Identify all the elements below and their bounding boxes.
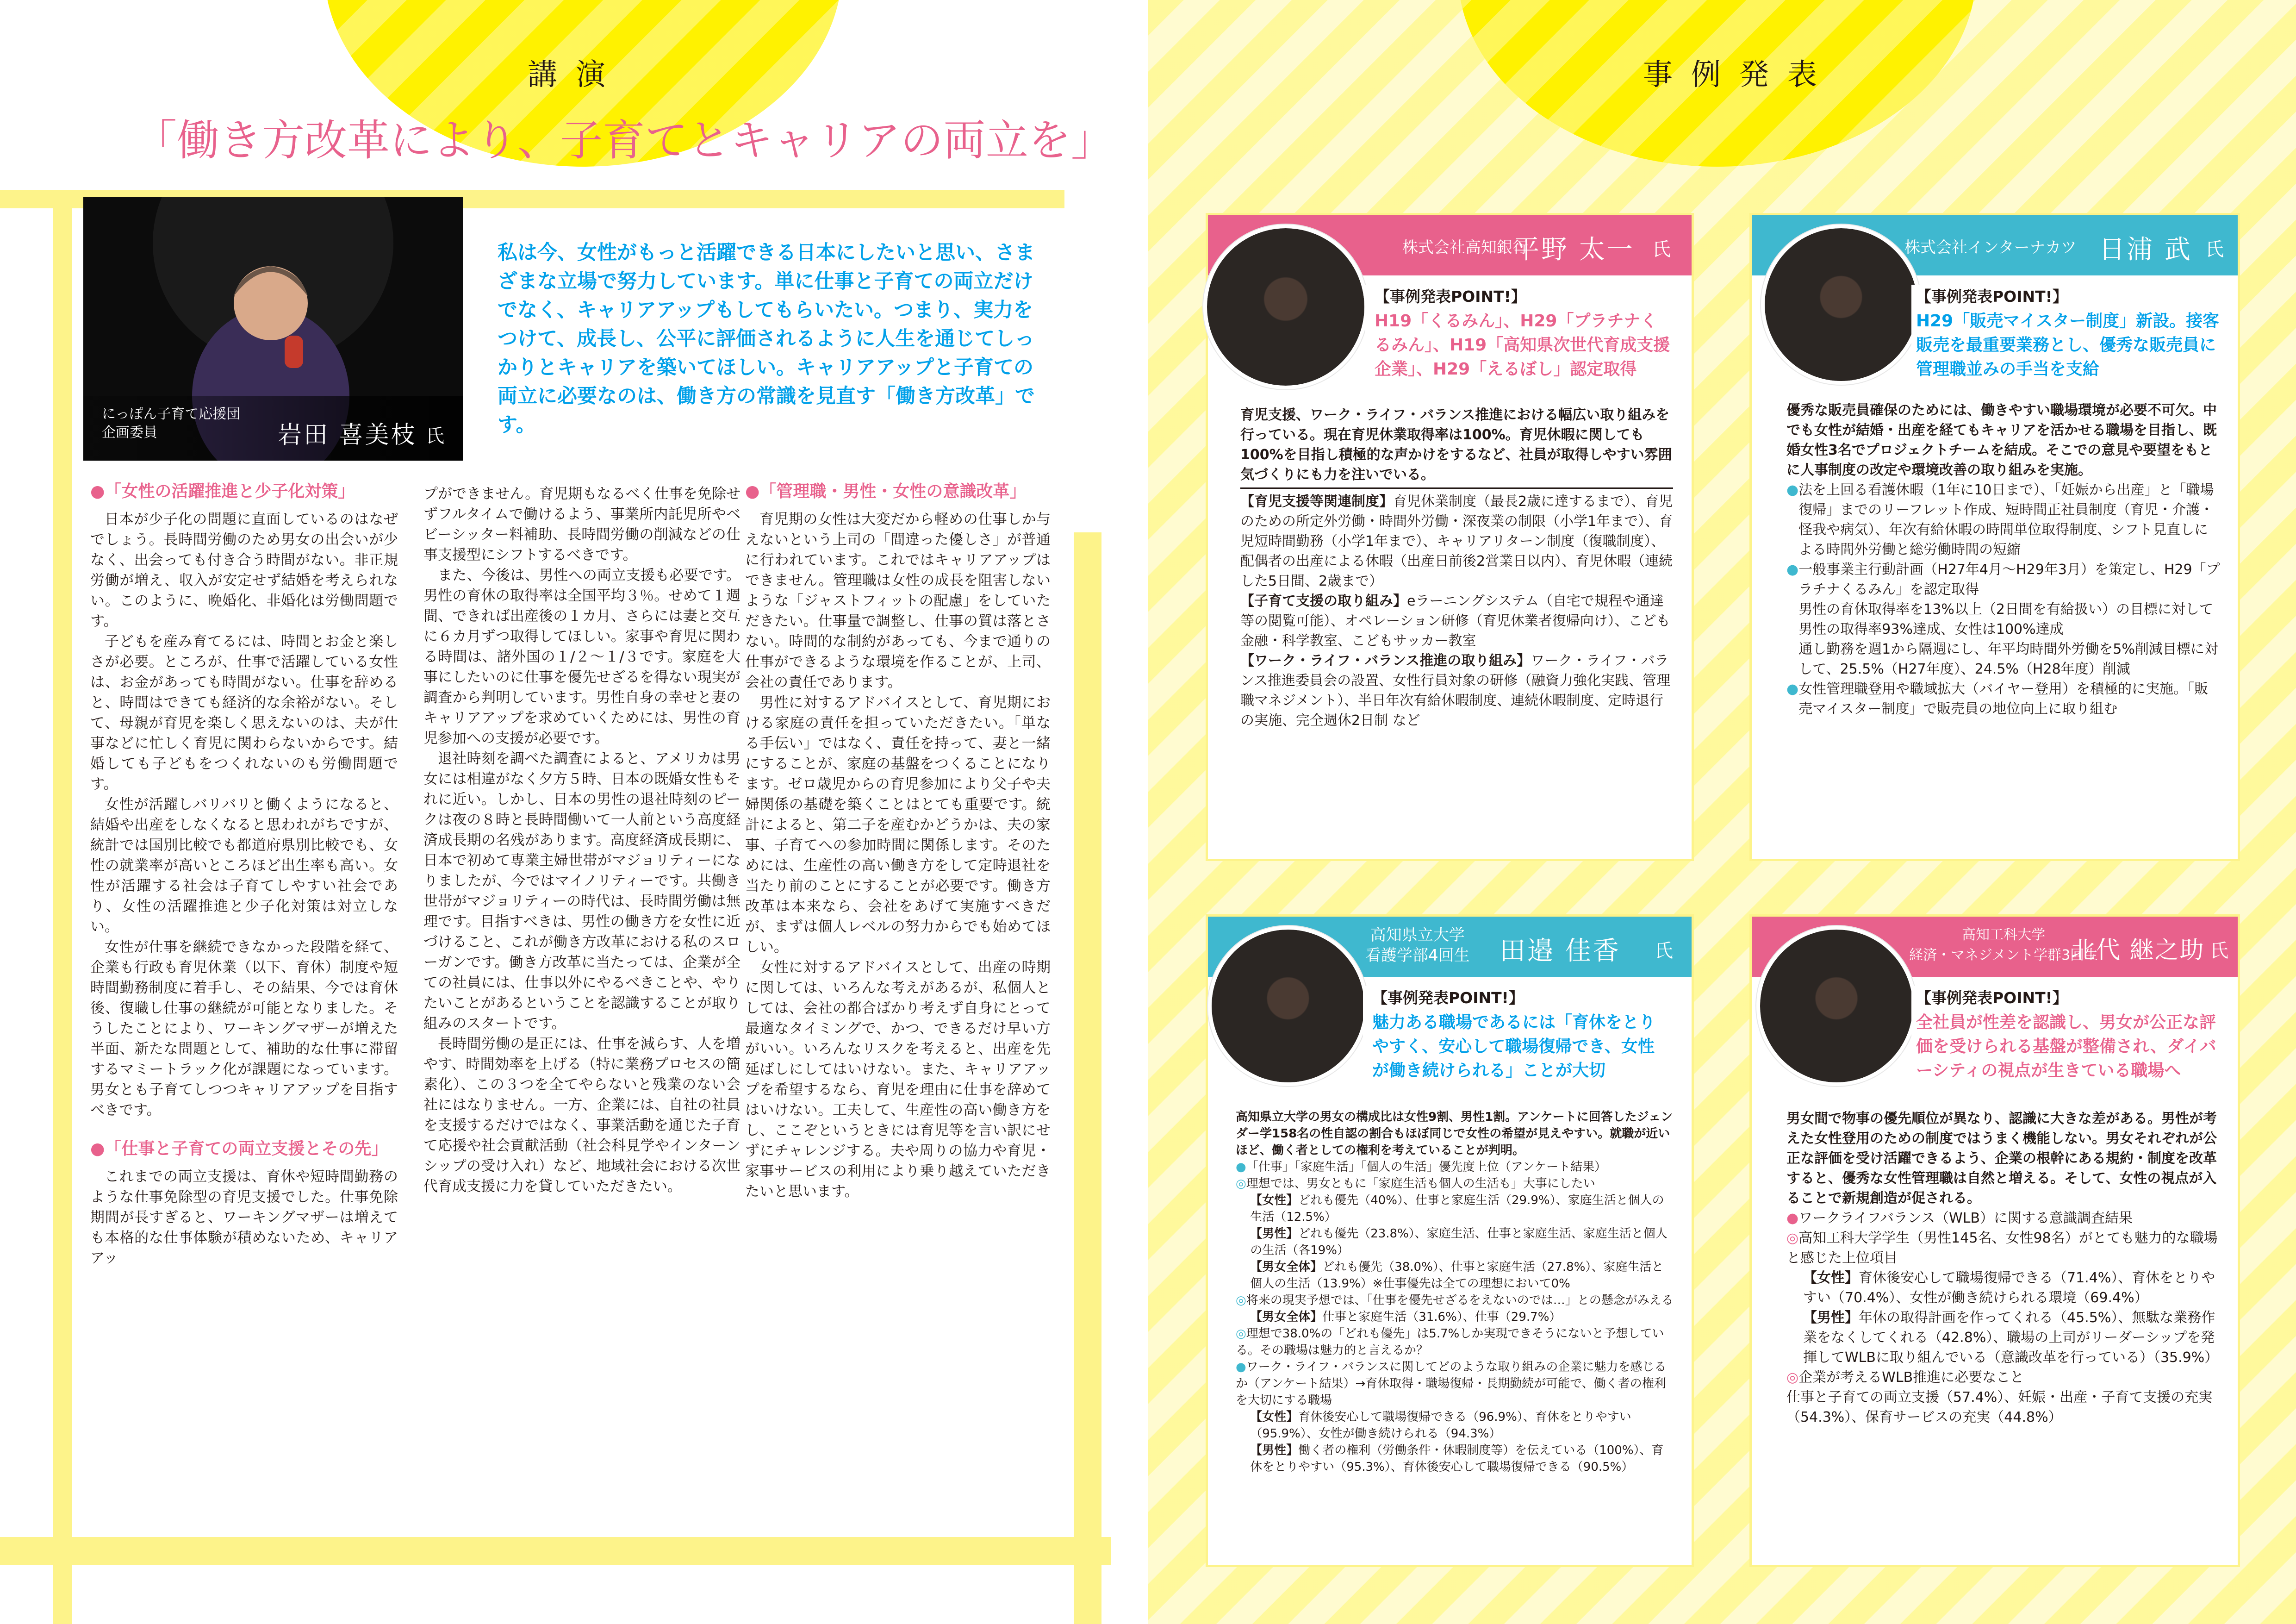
- section-heading-2: ●「仕事と子育ての両立支援とその先」: [90, 1139, 388, 1158]
- item-label: ●: [1236, 1160, 1246, 1174]
- card-item: [1236, 1175, 1675, 1192]
- paragraph: 男性に対するアドバイスとして、育児期における家庭の責任を担っていただきたい。「単なる手伝い」ではなく、責任を持って、妻と一緒にすることが、家庭の基盤をつくることになります。ゼロ歳児からの育児参加により父子や夫婦関係の基礎を築くことはとても重要です。統計によると、第二子を産むかどうかは、夫の家事、子育てへの参加時間に関係します。そのためには、生産性の高い働き方をして定時退社を当たり前のことにすることが必要です。働き方改革は本来なら、会社をあげて実施すべきだが、まずは個人レベルの努力からでも始めてほしい。: [745, 694, 1051, 956]
- speaker-name: 岩田 喜美枝: [278, 421, 417, 449]
- card-item: [1786, 1308, 2221, 1368]
- item-text: 仕事と家庭生活（31.6%）、仕事（29.7%）: [1322, 1310, 1562, 1324]
- item-label: 【女性】: [1250, 1193, 1299, 1207]
- card-name: 平野 太一: [1513, 235, 1635, 265]
- item-label: 【男性】: [1803, 1310, 1859, 1326]
- speaker-org: にっぽん子育て応援団 企画委員: [102, 406, 241, 441]
- item-label: 【男性】: [1250, 1443, 1299, 1457]
- case-card-kochi-bank: [1206, 213, 1694, 861]
- card-lead: 育児支援、ワーク・ライフ・バランス推進における幅広い取り組みを行っている。現在育児休業取得率は100%。育児休暇に関しても100%を目指し積極的な声かけをするなど、社員が取得しやすい雰囲気づくりにも力を注いでいる。: [1240, 407, 1672, 483]
- point-text: 魅力ある職場であるには「育休をとりやすく、安心して職場復帰でき、女性が働き続けられる」ことが大切: [1372, 1013, 1656, 1080]
- card-lead: 高知県立大学の男女の構成比は女性9割、男性1割。アンケートに回答したジェンダー学158名の性自認の割合もほぼ同じで女性の希望が見えやすい。就職が近いほど、働く者としての権利を考えていることが判明。: [1236, 1110, 1673, 1157]
- paragraph: プができません。育児期もなるべく仕事を免除せずフルタイムで働けるよう、事業所内託児所やベビーシッター料補助、長時間労働の削減などの仕事支援型にシフトするべきです。: [423, 486, 740, 563]
- item-label: ●: [1236, 1360, 1246, 1374]
- card-lead: 男女間で物事の優先順位が異なり、認識に大きな差がある。男性が考えた女性登用のための制度ではうまく機能しない。男女それぞれが公正な評価を受け活躍できるよう、企業の根幹にある規約・制度を改革すると、優秀な女性管理職は自然と増える。そして、女性の視点が入ることで新規創造が促される。: [1786, 1111, 2217, 1206]
- case-card-kochi-prefectural-university: [1206, 914, 1694, 1567]
- card-org: 高知県立大学 看護学部4回生: [1365, 926, 1470, 965]
- card-body: [1240, 405, 1673, 731]
- point-box: [1365, 285, 1680, 419]
- item-label: ◎: [1236, 1327, 1246, 1341]
- lecture-heading: 講演: [528, 58, 624, 92]
- item-label: ◎: [1786, 1230, 1799, 1246]
- item-label: 【女性】: [1803, 1270, 1859, 1286]
- item-text: 理想では、男女ともに「家庭生活も個人の生活も」大事にしたい: [1246, 1177, 1595, 1191]
- paragraph: 退社時刻を調べた調査によると、アメリカは男女には相違がなく夕方５時、日本の既婚女性もそれに近い。しかし、日本の男性の退社時刻のピークは夜の８時と長時間働いて一人前という高度経済成長期の名残があります。高度経済成長期に、日本で初めて専業主婦世帯がマジョリティーになりましたが、今ではマイノリティーです。共働き世帯がマジョリティーの時代は、長時間労働は無理です。目指すべきは、男性の働き方を女性に近づけること、これが働き方改革における私のスローガンです。働き方改革に当たっては、企業が全ての社員には、仕事以外にやるべきことや、やりたいことがあるということを認識することが取り組みのスタートです。: [423, 750, 740, 1032]
- card-item: [1786, 1208, 2221, 1228]
- item-text: 法を上回る看護休暇（1年に10日まで）、「妊娠から出産」と「職場復帰」までのリーフレット作成、短時間正社員制度（育児・介護・怪我や病気）、年次有給休暇の時間単位取得制度、シフト見直しによる時間外労働と総労働時間の短縮: [1798, 482, 2214, 558]
- item-text: 一般事業主行動計画（H27年4月～H29年3月）を策定し、H29「プラチナくるみん」を認定取得 男性の育休取得率を13%以上（2日間を有給扱い）の目標に対して男性の取得率93%達成、女性は100%達成 通し勤務を週1から隔週にし、年平均時間外労働を5%削減目標に対して、25.5%（H27年度）、24.5%（H28年度）削減: [1798, 562, 2220, 677]
- item-label: ●: [1786, 681, 1799, 697]
- item-text: 将来の現実予想では、「仕事を優先せざるをえないのでは…」との懸念がみえる: [1246, 1293, 1674, 1307]
- case-card-kochi-university-of-technology: [1749, 914, 2240, 1567]
- item-text: 女性管理職登用や職域拡大（バイヤー登用）を積極的に実施。「販売マイスター制度」で販売員の地位向上に取り組む: [1798, 681, 2209, 717]
- card-item: [1236, 1409, 1675, 1442]
- item-text: どれも優先（23.8%）、家庭生活、仕事と家庭生活、家庭生活と個人の生活（各19%）: [1250, 1227, 1668, 1257]
- point-text: H29「販売マイスター制度」新設。接客販売を最重要業務とし、優秀な販売員に管理職並みの手当を支給: [1916, 312, 2220, 379]
- item-text: 理想で38.0%の「どれも優先」は5.7%しか実現できそうにないと予想している。その職場は魅力的と言えるか？: [1236, 1327, 1664, 1357]
- avatar: [1208, 926, 1368, 1086]
- point-label: 【事例発表POINT!】: [1916, 989, 2068, 1007]
- card-suffix: 氏: [1655, 940, 1673, 962]
- card-item: [1236, 1292, 1675, 1309]
- item-text: どれも優先（40%）、仕事と家庭生活（29.9%）、家庭生活と個人の生活（12.5%）: [1250, 1193, 1664, 1224]
- avatar: [1761, 225, 1921, 385]
- card-item: [1236, 1359, 1675, 1409]
- card-suffix: 氏: [2205, 239, 2224, 260]
- card-suffix: 氏: [2210, 940, 2228, 962]
- item-text: ワーク・ライフ・バランス推進委員会の設置、女性行員対象の研修（融資力強化実践、管理職マネジメント）、半日年次有給休暇制度、連続休暇制度、定時退行の実施、完全週休2日制 など: [1240, 653, 1671, 729]
- item-label: ◎: [1236, 1293, 1246, 1307]
- point-text: 全社員が性差を認識し、男女が公正な評価を受けられる基盤が整備され、ダイバーシティの視点が生きている職場へ: [1916, 1013, 2216, 1080]
- speaker-suffix: 氏: [426, 425, 444, 447]
- item-label: ◎: [1236, 1177, 1246, 1191]
- paragraph: 育児期の女性は大変だから軽めの仕事しか与えないという上司の「間違った優しさ」が普通に行われています。これではキャリアアップはできません。管理職は女性の成長を阻害しないような「ジャストフィットの配慮」をしていただきたい。仕事量で調整し、仕事の質は落とさない。時間的な制約があっても、今まで通りの仕事ができるような環境を作ることが、上司、会社の責任であります。: [745, 511, 1051, 691]
- section-heading-3: ●「管理職・男性・女性の意識改革」: [745, 482, 1027, 501]
- card-org: 株式会社インターナカツ: [1904, 238, 2077, 257]
- item-text: 高知工科大学学生（男性145名、女性98名）がとても魅力的な職場と感じた上位項目: [1786, 1230, 2218, 1266]
- section-heading-1: ●「女性の活躍推進と少子化対策」: [90, 482, 355, 501]
- card-name: 日浦 武: [2099, 235, 2192, 265]
- point-label: 【事例発表POINT!】: [1916, 287, 2068, 306]
- lecture-title: 「働き方改革により、子育てとキャリアの両立を」: [134, 116, 1114, 165]
- card-item: [1236, 1192, 1675, 1225]
- point-box: [1363, 986, 1678, 1125]
- paragraph: 子どもを産み育てるには、時間とお金と楽しさが必要。ところが、仕事で活躍している女性は、お金があっても時間がない。仕事を辞めると、時間はできても経済的な余裕がない。そして、母親が育児を楽しく思えないのは、夫が仕事などに忙しく育児に関わらないからです。結婚しても子どもをつくれないのも労働問題です。: [90, 633, 398, 793]
- card-item: [1240, 591, 1673, 651]
- card-item: [1236, 1442, 1675, 1475]
- item-text: ワークライフバランス（WLB）に関する意識調査結果: [1798, 1210, 2133, 1226]
- item-text: 企業が考えるWLB推進に必要なこと 仕事と子育ての両立支援（57.4%）、妊娠・出産・子育て支援の充実（54.3%）、保育サービスの充実（44.8%）: [1786, 1369, 2213, 1425]
- speaker-photo: [83, 197, 463, 461]
- lecture-column-2: [423, 484, 740, 1197]
- card-item: [1236, 1259, 1675, 1292]
- left-yellow-band-vertical: [53, 190, 72, 1624]
- point-label: 【事例発表POINT!】: [1372, 989, 1524, 1007]
- lecture-column-1: [90, 481, 398, 1268]
- speaker-caption: [83, 396, 463, 461]
- paragraph: また、今後は、男性への両立支援も必要です。男性の育休の取得率は全国平均３％。せめて１週間、できれば出産後の１カ月、さらには妻と交互に６カ月ずつ取得してほしい。家事や育児に関わる時間は、諸外国の１/２～１/３です。家庭を大事にしたいのに仕事を優先せざるを得ない現実が調査から判明しています。男性自身の幸せと妻のキャリアアップを求めていくためには、男性の育児参加への支援が必要です。: [423, 567, 740, 747]
- card-item: [1240, 651, 1673, 731]
- case-heading: 事例発表: [1643, 58, 1836, 92]
- item-text: どれも優先（38.0%）、仕事と家庭生活（27.8%）、家庭生活と個人の生活（13.9%）※仕事優先は全ての理想において0%: [1250, 1260, 1664, 1291]
- card-item: [1240, 492, 1673, 591]
- paragraph: 長時間労働の是正には、仕事を減らす、人を増やす、時間効率を上げる（特に業務プロセスの簡素化）、この３つを全てやらないと残業のない会社にはなりません。一方、企業には、自社の社員を支援するだけではなく、事業活動を通じた子育て応援や社会貢献活動（社会科見学やインターンシップの受け入れ）など、地域社会における次世代育成支援に力を貸していただきたい。: [423, 1036, 740, 1195]
- card-name: 北代 継之助: [2071, 937, 2205, 964]
- card-org: 株式会社高知銀行: [1402, 238, 1528, 257]
- item-text: 育児休業制度（最長2歳に達するまで）、育児のための所定外労働・時間外労働・深夜業の制限（小学1年まで）、育児短時間勤務（小学1年まで）、キャリアリターン制度（復職制度）、配偶者の出産による休暇（出産日前後2営業日以内）、育児休暇（連続した5日間、2歳まで）: [1240, 493, 1673, 589]
- avatar: [1756, 926, 1916, 1086]
- point-box: [1911, 986, 2226, 1125]
- card-item: [1786, 1368, 2221, 1427]
- item-text: 「仕事」「家庭生活」「個人の生活」優先度上位（アンケート結果）: [1246, 1160, 1607, 1174]
- card-org: 高知工科大学 経済・マネジメント学群3回生: [1909, 927, 2098, 963]
- card-item: [1236, 1225, 1675, 1259]
- card-item: [1786, 1228, 2221, 1268]
- avatar: [1203, 225, 1368, 389]
- item-label: ●: [1786, 482, 1799, 498]
- card-item: [1236, 1325, 1675, 1359]
- item-label: 【ワーク・ライフ・バランス推進の取り組み】: [1240, 653, 1531, 669]
- item-label: ●: [1786, 1210, 1799, 1226]
- left-yellow-band-bottom: [0, 1537, 1111, 1565]
- card-body: [1236, 1109, 1675, 1475]
- lecture-column-3: [745, 481, 1051, 1202]
- card-body: [1786, 1109, 2221, 1427]
- paragraph: 日本が少子化の問題に直面しているのはなぜでしょう。長時間労働のため男女の出会いが少なく、出会っても付き合う時間がない。非正規労働が増え、収入が安定せず結婚を考えられない。このように、晩婚化、非婚化は労働問題です。: [90, 511, 398, 630]
- item-label: 【子育て支援の取り組み】: [1240, 593, 1407, 609]
- card-lead: 優秀な販売員確保のためには、働きやすい職場環境が必要不可欠。中でも女性が結婚・出産を経てもキャリアを活かせる職場を目指し、既婚女性3名でプロジェクトチームを結成。そこでの意見や要望をもとに人事制度の改定や環境改善の取り組みを実施。: [1786, 402, 2217, 478]
- card-item: [1236, 1159, 1675, 1175]
- center-yellow-band-vertical: [1074, 532, 1101, 1624]
- card-item: [1786, 1268, 2221, 1308]
- item-label: 【育児支援等関連制度】: [1240, 493, 1393, 510]
- card-item: [1236, 1309, 1675, 1325]
- card-suffix: 氏: [1652, 239, 1671, 260]
- point-label: 【事例発表POINT!】: [1375, 287, 1526, 306]
- card-body: [1786, 400, 2221, 719]
- item-text: 働く者の権利（労働条件・休暇制度等）を伝えている（100%）、育休をとりやすい（95.3%）、育休後安心して職場復帰できる（90.5%）: [1250, 1443, 1664, 1474]
- paragraph: 女性に対するアドバイスとして、出産の時期に関しては、いろんな考えがあるが、私個人としては、会社の都合ばかり考えず自身にとって最適なタイミングで、かつ、できるだけ早い方がいい。いろんなリスクを考えると、出産を先延ばしにしてはいけない。また、キャリアアップを希望するなら、育児を理由に仕事を辞めてはいけない。工夫して、生産性の高い働き方をし、ここぞというときには育児等を言い訳にせずにチャレンジする。夫や周りの協力や育児・家事サービスの利用により乗り越えていただきたいと思います。: [745, 959, 1051, 1200]
- case-card-internakatsu: [1749, 213, 2240, 861]
- paragraph: これまでの両立支援は、育休や短時間勤務のような仕事免除型の育児支援でした。仕事免除期間が長すぎると、ワーキングマザーは増えても本格的な仕事体験が積めないため、キャリアアッ: [90, 1168, 398, 1267]
- item-text: 年休の取得計画を作ってくれる（45.5%）、無駄な業務作業をなくしてくれる（42.8%）、職場の上司がリーダーシップを発揮してWLBに取り組んでいる（意識改革を行っている）（35.9%）: [1803, 1310, 2219, 1366]
- item-label: 【女性】: [1250, 1410, 1299, 1424]
- item-text: ワーク・ライフ・バランスに関してどのような取り組みの企業に魅力を感じるか（アンケート結果）→育休取得・職場復帰・長期勤続が可能で、働く者の権利を大切にする職場: [1236, 1360, 1667, 1407]
- item-label: ◎: [1786, 1369, 1799, 1386]
- item-label: 【男女全体】: [1250, 1260, 1323, 1274]
- item-text: 育休後安心して職場復帰できる（71.4%）、育休をとりやすい（70.4%）、女性が働き続けられる環境（69.4%）: [1803, 1270, 2215, 1306]
- item-text: eラーニングシステム（自宅で規程や通達等の閲覧可能）、オペレーション研修（育児休業者復帰向け）、こども金融・科学教室、こどもサッカー教室: [1240, 593, 1670, 649]
- paragraph: 女性が活躍しバリバリと働くようになると、結婚や出産をしなくなると思われがちですが、統計では国別比較でも都道府県別比較でも、女性の就業率が高いところほど出生率も高い。女性が活躍する社会は子育てしやすい社会であり、女性の活躍推進と少子化対策は対立しない。: [90, 796, 398, 935]
- lecture-lead: 私は今、女性がもっと活躍できる日本にしたいと思い、さまざまな立場で努力しています。単に仕事と子育ての両立だけでなく、キャリアアップもしてもらいたい。つまり、実力をつけて、成長し、公平に評価されるように人生を通じてしっかりとキャリアを築いてほしい。キャリアアップと子育ての両立に必要なのは、働き方の常識を見直す「働き方改革」です。: [498, 241, 1035, 437]
- paragraph: 女性が仕事を継続できなかった段階を経て、企業も行政も育児休業（以下、育休）制度や短時間勤務制度に着手し、その結果、今では育休後、復職し仕事の継続が可能となりました。そうしたことにより、ワーキングマザーが増えた半面、新たな問題として、補助的な仕事に滞留するマミートラック化が課題になっています。男女とも子育てしつつキャリアアップを目指すべきです。: [90, 939, 398, 1118]
- item-label: 【男性】: [1250, 1227, 1299, 1241]
- point-box: [1911, 285, 2226, 400]
- card-name: 田邉 佳香: [1500, 936, 1621, 966]
- item-label: ●: [1786, 562, 1799, 578]
- item-label: 【男女全体】: [1250, 1310, 1323, 1324]
- item-text: 育休後安心して職場復帰できる（96.9%）、育休をとりやすい（95.9%）、女性が働き続けられる（94.3%）: [1250, 1410, 1631, 1441]
- point-text: H19「くるみん」、H29「プラチナくるみん」、H19「高知県次世代育成支援企業」、H29「えるぼし」認定取得: [1375, 312, 1670, 379]
